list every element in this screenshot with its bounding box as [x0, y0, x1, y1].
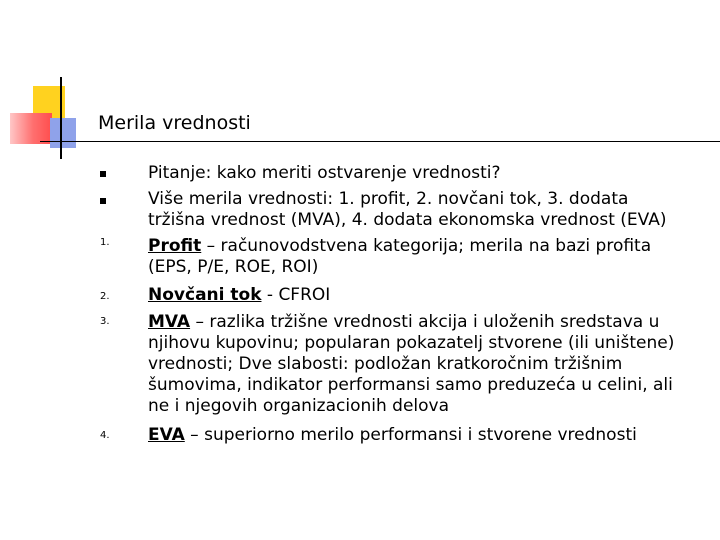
list-item	[148, 163, 708, 184]
list-item	[148, 236, 708, 278]
slide-title: Merila vrednosti	[98, 112, 251, 134]
list-number: 3.	[100, 316, 110, 327]
item-text: – superiorno merilo performansi i stvorene vrednosti	[184, 425, 637, 445]
item-text-line: Više merila vrednosti: 1. profit, 2. novčani tok, 3. dodata	[148, 189, 629, 209]
list-item	[148, 312, 708, 417]
vertical-rule	[60, 77, 62, 159]
square-bullet-icon	[100, 198, 106, 204]
item-first-line	[148, 285, 708, 306]
list-number: 4.	[100, 430, 110, 441]
item-first-line	[148, 312, 708, 333]
item-text-line: njihovu kupovinu; popularan pokazatelj stvorene (ili uništene)	[148, 333, 675, 353]
item-text-line: Pitanje: kako meriti ostvarenje vrednosti?	[148, 163, 501, 183]
item-text: – razlika tržišne vrednosti akcija i uloženih sredstava u	[190, 312, 660, 332]
square-bullet-icon	[100, 171, 106, 177]
item-text: – računovodstvena kategorija; merila na bazi profita	[201, 236, 652, 256]
horizontal-rule	[40, 141, 720, 142]
item-text-line: tržišna vrednost (MVA), 4. dodata ekonomska vrednost (EVA)	[148, 210, 667, 230]
item-label: Profit	[148, 236, 202, 256]
item-label: MVA	[148, 312, 191, 332]
item-text-line: šumovima, indikator performansi samo preduzeća u celini, ali	[148, 375, 673, 395]
item-first-line	[148, 425, 708, 446]
list-number: 2.	[100, 291, 110, 302]
item-text: - CFROI	[261, 285, 331, 305]
item-label: Novčani tok	[148, 285, 262, 305]
item-text-line: ne i njegovih organizacionih delova	[148, 396, 450, 416]
list-item	[148, 425, 708, 446]
red-gradient-decoration	[10, 113, 52, 144]
item-text-line: vrednosti; Dve slabosti: podložan kratkoročnim tržišnim	[148, 354, 623, 374]
item-text-line: (EPS, P/E, ROE, ROI)	[148, 257, 319, 277]
list-number: 1.	[100, 237, 110, 248]
list-item	[148, 189, 708, 231]
item-label: EVA	[148, 425, 185, 445]
item-first-line	[148, 236, 708, 257]
list-item	[148, 285, 708, 306]
blue-square-decoration	[50, 118, 76, 148]
